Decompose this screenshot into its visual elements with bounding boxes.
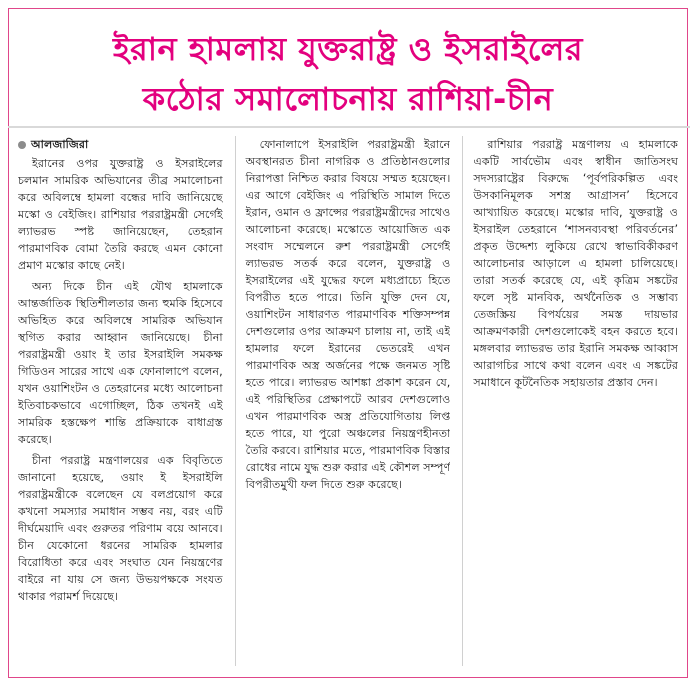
article-column-1 — [18, 136, 223, 666]
headline-line-1: ইরান হামলায় যুক্তরাষ্ট্র ও ইসরাইলের — [113, 30, 583, 68]
article-column-3 — [462, 136, 678, 666]
article-paragraph-5: রাশিয়ার পররাষ্ট্র মন্ত্রণালয় এ হামলাকে একটি সার্বভৌম এবং স্বাধীন জাতিসংঘ সদস্যরাষ্ট্রের বিরুদ্ধে ‘পূর্বপরিকল্পিত এবং উসকানিমূলক সশস্ত্র আগ্রাসন’ হিসেবে আখ্যায়িত করেছে। মস্কোর দাবি, যুক্তরাষ্ট্র ও ইসরাইল তেহরানে ‘শাসনব্যবস্থা পরিবর্তনের’ প্রকৃত উদ্দেশ্য লুকিয়ে রেখে স্বাভাবিকীকরণ আলোচনার আড়ালে এ হামলা চালিয়েছে। তারা সতর্ক করেছে যে, এই কৃত্রিম সঙ্কটের ফলে সৃষ্ট মানবিক, অর্থনৈতিক ও সম্ভাব্য তেজস্ক্রিয় বিপর্যয়ের সমস্ত দায়ভার আক্রমণকারী দেশগুলোকেই বহন করতে হবে। মঙ্গলবার ল্যাভরভ তার ইরানি সমকক্ষ আব্বাস আরাগচির সাথে কথা বলেন এবং এ সঙ্কটের সমাধানে কূটনৈতিক সহায়তার প্রস্তাব দেন। — [473, 138, 679, 389]
article-paragraph-4: ফোনালাপে ইসরাইলি পররাষ্ট্রমন্ত্রী ইরানে অবস্থানরত চীনা নাগরিক ও প্রতিষ্ঠানগুলোর নিরাপত্তা নিশ্চিত করার বিষয়ে সম্মত হয়েছেন। এর আগে বেইজিং এ পরিস্থিতি সামাল দিতে ইরান, ওমান ও ফ্রান্সের পররাষ্ট্রমন্ত্রীদের সাথেও আলোচনা করেছে। মস্কোতে আয়োজিত এক সংবাদ সম্মেলনে রুশ পররাষ্ট্রমন্ত্রী সের্গেই ল্যাভরভ সতর্ক করে বলেন, যুক্তরাষ্ট্র ও ইসরাইলের এই যুদ্ধের ফলে মধ্যপ্রাচ্যে হিতে বিপরীত হতে পারে। তিনি যুক্তি দেন যে, ওয়াশিংটন সাধারণত পারমাণবিক শক্তিসম্পন্ন দেশগুলোর ওপর আক্রমণ চালায় না, তাই এই হামলার ফলে ইরানের ভেতরেই এখন পারমাণবিক অস্ত্র অর্জনের পক্ষে জনমত সৃষ্টি হতে পারে। ল্যাভরভ আশঙ্কা প্রকাশ করেন যে, এই পরিস্থিতির প্রেক্ষাপটে আরব দেশগুলোও এখন পারমাণবিক অস্ত্র প্রতিযোগিতায় লিপ্ত হতে পারে, যা পুরো অঞ্চলের নিয়ন্ত্রণহীনতা তৈরি করবে। রাশিয়ার মতে, পারমাণবিক বিস্তার রোধের নামে যুদ্ধ শুরু করার এই কৌশল সম্পূর্ণ বিপরীতমুখী ফল দিতে শুরু করেছে। — [245, 138, 451, 491]
byline-source: আলজাজিরা — [31, 138, 89, 151]
article-columns — [18, 136, 678, 666]
byline — [18, 136, 223, 153]
article-paragraph-1: ইরানের ওপর যুক্তরাষ্ট্র ও ইসরাইলের চলমান সামরিক অভিযানের তীব্র সমালোচনা করে অবিলম্বে হামলা বন্ধের দাবি জানিয়েছে মস্কো ও বেইজিং। রাশিয়ার পররাষ্ট্রমন্ত্রী সের্গেই ল্যাভরভ স্পষ্ট জানিয়েছেন, তেহরান পারমাণবিক বোমা তৈরি করছে এমন কোনো প্রমাণ মস্কোর কাছে নেই। — [18, 157, 223, 272]
headline-line-2: কঠোর সমালোচনায় রাশিয়া-চীন — [142, 80, 554, 118]
article-paragraph-2: অন্য দিকে চীন এই যৌথ হামলাকে আন্তর্জাতিক স্থিতিশীলতার জন্য হুমকি হিসেবে অভিহিত করে অবিলম্বে সামরিক অভিযান স্থগিত করার আহ্বান জানিয়েছে। চীনা পররাষ্ট্রমন্ত্রী ওয়াং ই তার ইসরাইলি সমকক্ষ গিডিওন সারের সাথে এক ফোনালাপে বলেন, যখন ওয়াশিংটন ও তেহরানের মধ্যে আলোচনা ইতিবাচকভাবে এগোচ্ছিল, ঠিক তখনই এই সামরিক হস্তক্ষেপ শান্তি প্রক্রিয়াকে বাধাগ্রস্ত করেছে। — [18, 280, 223, 446]
article-column-2 — [235, 136, 451, 666]
bullet-icon — [18, 141, 26, 149]
article-paragraph-3: চীনা পররাষ্ট্র মন্ত্রণালয়ের এক বিবৃতিতে জানানো হয়েছে, ওয়াং ই ইসরাইলি পররাষ্ট্রমন্ত্রীকে বলেছেন যে বলপ্রয়োগ করে কখনো সমস্যার সমাধান সম্ভব নয়, বরং এটি দীর্ঘমেয়াদি এবং গুরুতর পরিণাম বয়ে আনবে। চীন যেকোনো ধরনের সামরিক হামলার বিরোধিতা করে এবং সংঘাত যেন নিয়ন্ত্রণের বাইরে না যায় সে জন্য উভয়পক্ষকে সংযত থাকার পরামর্শ দিয়েছে। — [18, 454, 223, 603]
headline-divider — [8, 126, 690, 128]
